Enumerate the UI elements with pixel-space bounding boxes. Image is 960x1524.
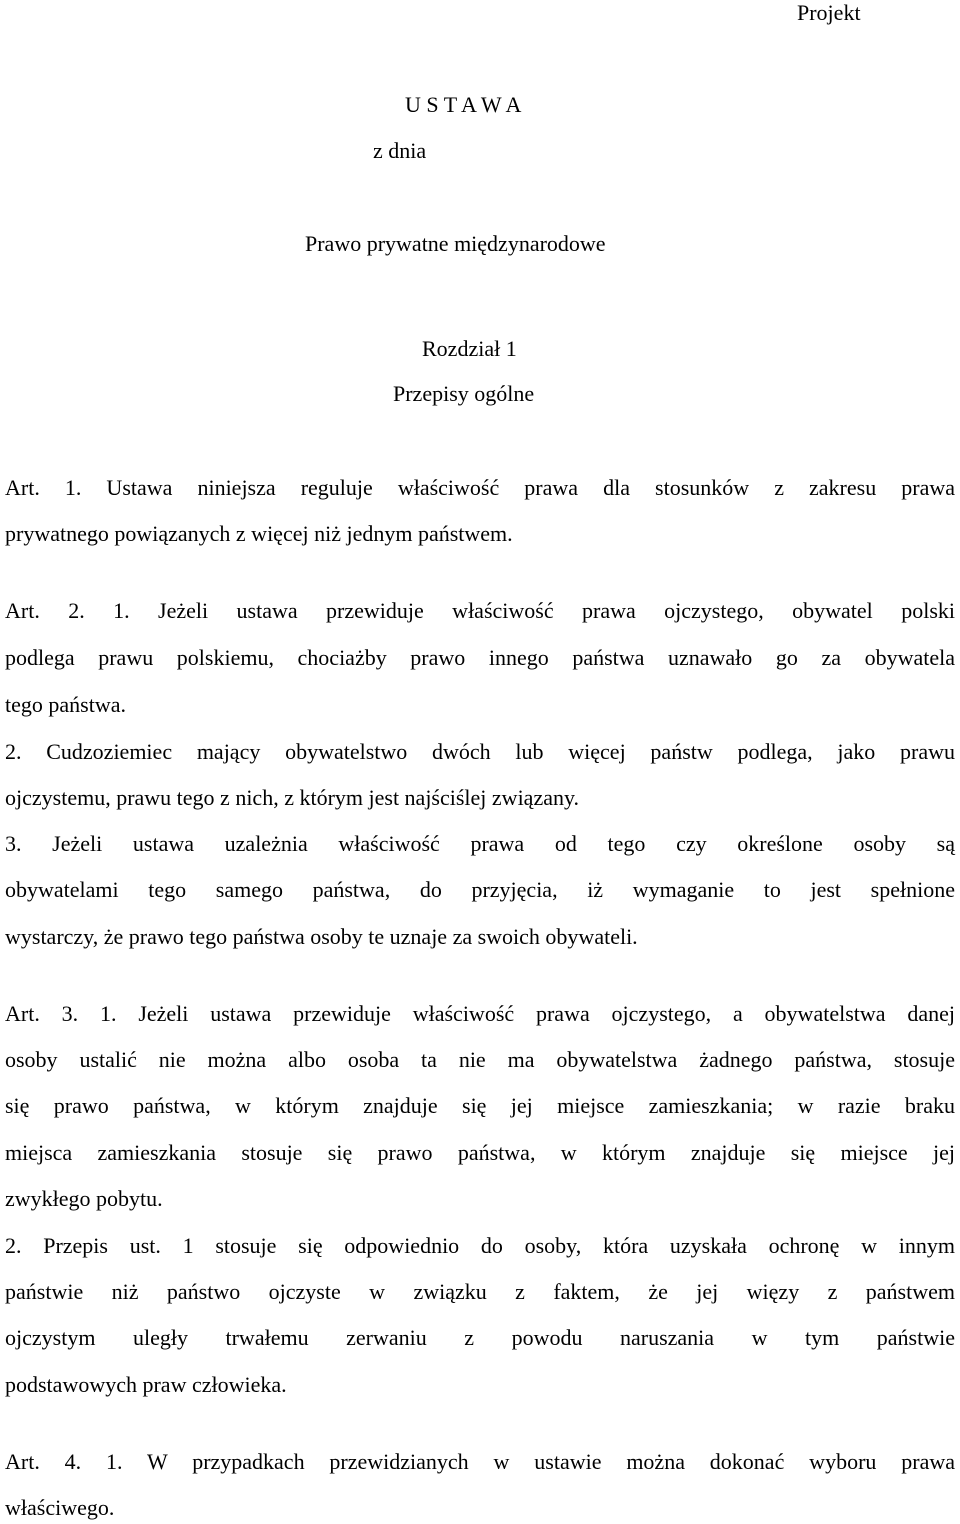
text-line: ojczystym uległy trwałemu zerwaniu z powodu naruszania w tym państwie bbox=[5, 1325, 955, 1350]
text-line: ojczystemu, prawu tego z nich, z którym jest najściślej związany. bbox=[5, 785, 580, 810]
text-line: Art. 4. 1. W przypadkach przewidzianych w ustawie można dokonać wyboru prawa bbox=[5, 1449, 955, 1474]
text-line: 2. Przepis ust. 1 stosuje się odpowiednio do osoby, która uzyskała ochronę w innym bbox=[5, 1233, 955, 1258]
text-line: miejsca zamieszkania stosuje się prawo państwa, w którym znajduje się miejsce jej bbox=[5, 1140, 955, 1165]
text-line: Art. 1. Ustawa niniejsza reguluje właściwość prawa dla stosunków z zakresu prawa bbox=[5, 475, 955, 500]
text-line: właściwego. bbox=[5, 1495, 115, 1520]
text-line: podlega prawu polskiemu, chociażby prawo innego państwa uznawało go za obywatela bbox=[5, 645, 955, 670]
text-line: 2. Cudzoziemiec mający obywatelstwo dwóch lub więcej państw podlega, jako prawu bbox=[5, 739, 955, 764]
text-line: 3. Jeżeli ustawa uzależnia właściwość prawa od tego czy określone osoby są bbox=[5, 831, 955, 856]
text-line: osoby ustalić nie można albo osoba ta nie ma obywatelstwa żadnego państwa, stosuje bbox=[5, 1047, 955, 1072]
text-line: Art. 2. 1. Jeżeli ustawa przewiduje właściwość prawa ojczystego, obywatel polski bbox=[5, 598, 955, 623]
chapter-title: Przepisy ogólne bbox=[393, 381, 535, 406]
text-line: się prawo państwa, w którym znajduje się jej miejsce zamieszkania; w razie braku bbox=[5, 1093, 955, 1118]
projekt-label: Projekt bbox=[797, 0, 861, 25]
text-line: prywatnego powiązanych z więcej niż jednym państwem. bbox=[5, 521, 513, 546]
text-line: zwykłego pobytu. bbox=[5, 1186, 163, 1211]
date-line: z dnia bbox=[373, 138, 427, 163]
document-title: U S T A W A bbox=[405, 92, 522, 117]
text-line: podstawowych praw człowieka. bbox=[5, 1372, 287, 1397]
text-line: Art. 3. 1. Jeżeli ustawa przewiduje właściwość prawa ojczystego, a obywatelstwa danej bbox=[5, 1001, 955, 1026]
chapter-number: Rozdział 1 bbox=[422, 336, 517, 361]
text-line: wystarczy, że prawo tego państwa osoby te uznaje za swoich obywateli. bbox=[5, 924, 638, 949]
text-line: państwie niż państwo ojczyste w związku z faktem, że jej więzy z państwem bbox=[5, 1279, 955, 1304]
law-name: Prawo prywatne międzynarodowe bbox=[305, 231, 606, 256]
text-line: tego państwa. bbox=[5, 692, 126, 717]
text-line: obywatelami tego samego państwa, do przyjęcia, iż wymaganie to jest spełnione bbox=[5, 877, 955, 902]
